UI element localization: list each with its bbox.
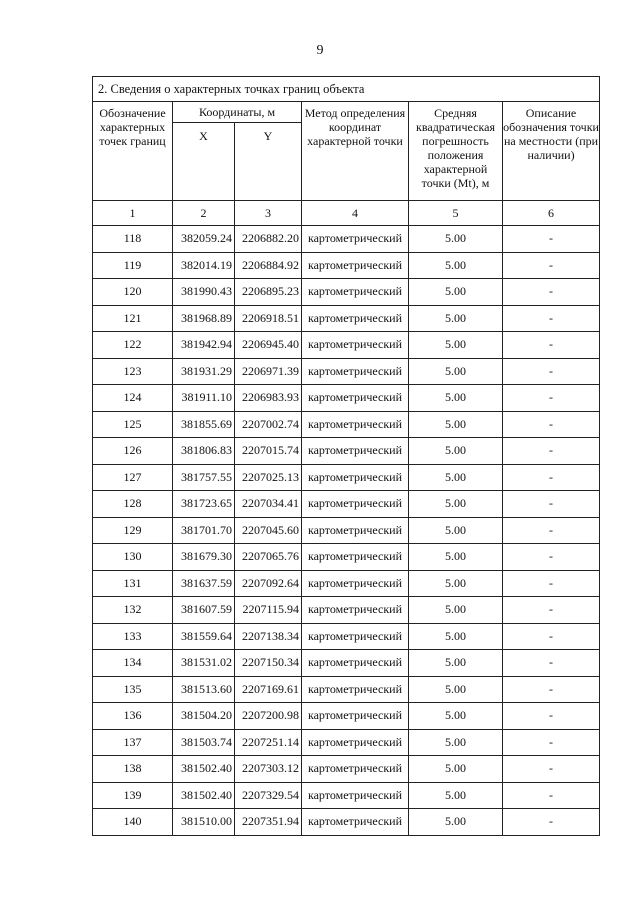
accuracy-cell: 5.00 — [409, 544, 503, 571]
coordinate-y: 2207002.74 — [235, 411, 302, 438]
column-number: 1 — [93, 201, 173, 226]
accuracy-cell: 5.00 — [409, 226, 503, 253]
description-cell: - — [503, 438, 600, 465]
method-cell: картометрический — [302, 650, 409, 677]
page-number: 9 — [316, 43, 324, 58]
coordinate-x: 381513.60 — [173, 676, 235, 703]
table-row — [93, 226, 600, 253]
coordinate-y: 2207025.13 — [235, 464, 302, 491]
method-cell: картометрический — [302, 597, 409, 624]
coordinate-y: 2207045.60 — [235, 517, 302, 544]
column-number: 6 — [503, 201, 600, 226]
accuracy-cell: 5.00 — [409, 570, 503, 597]
accuracy-cell: 5.00 — [409, 464, 503, 491]
method-cell: картометрический — [302, 332, 409, 359]
table-row — [93, 305, 600, 332]
table-row — [93, 676, 600, 703]
header-method: Метод определения координат характерной точки — [302, 102, 409, 201]
accuracy-cell: 5.00 — [409, 305, 503, 332]
accuracy-cell: 5.00 — [409, 438, 503, 465]
accuracy-cell: 5.00 — [409, 756, 503, 783]
method-cell: картометрический — [302, 226, 409, 253]
column-number: 4 — [302, 201, 409, 226]
table-row — [93, 782, 600, 809]
point-number: 139 — [93, 782, 173, 809]
header-x: X — [173, 123, 235, 201]
table-row — [93, 650, 600, 677]
method-cell: картометрический — [302, 517, 409, 544]
point-number: 122 — [93, 332, 173, 359]
description-cell: - — [503, 703, 600, 730]
coordinate-y: 2207034.41 — [235, 491, 302, 518]
point-number: 127 — [93, 464, 173, 491]
coordinate-y: 2207251.14 — [235, 729, 302, 756]
coordinate-x: 381510.00 — [173, 809, 235, 836]
method-cell: картометрический — [302, 279, 409, 306]
table-row — [93, 597, 600, 624]
accuracy-cell: 5.00 — [409, 517, 503, 544]
table-row — [93, 438, 600, 465]
method-cell: картометрический — [302, 782, 409, 809]
description-cell: - — [503, 332, 600, 359]
header-y: Y — [235, 123, 302, 201]
coordinate-x: 381679.30 — [173, 544, 235, 571]
description-cell: - — [503, 411, 600, 438]
coordinate-x: 381806.83 — [173, 438, 235, 465]
description-cell: - — [503, 729, 600, 756]
accuracy-cell: 5.00 — [409, 385, 503, 412]
accuracy-cell: 5.00 — [409, 411, 503, 438]
method-cell: картометрический — [302, 623, 409, 650]
coordinate-y: 2206882.20 — [235, 226, 302, 253]
coordinate-x: 381942.94 — [173, 332, 235, 359]
point-number: 136 — [93, 703, 173, 730]
table-row — [93, 332, 600, 359]
table-body — [93, 226, 600, 836]
table-row — [93, 385, 600, 412]
accuracy-cell: 5.00 — [409, 809, 503, 836]
method-cell: картометрический — [302, 544, 409, 571]
header-coordinates: Координаты, м — [173, 102, 302, 123]
point-number: 125 — [93, 411, 173, 438]
coordinate-y: 2207065.76 — [235, 544, 302, 571]
point-number: 126 — [93, 438, 173, 465]
coordinate-y: 2207303.12 — [235, 756, 302, 783]
description-cell: - — [503, 756, 600, 783]
section-title: 2. Сведения о характерных точках границ объекта — [93, 77, 600, 102]
coordinate-x: 381723.65 — [173, 491, 235, 518]
coordinate-x: 381931.29 — [173, 358, 235, 385]
boundary-points-table — [92, 76, 600, 836]
method-cell: картометрический — [302, 570, 409, 597]
point-number: 138 — [93, 756, 173, 783]
description-cell: - — [503, 305, 600, 332]
method-cell: картометрический — [302, 676, 409, 703]
point-number: 118 — [93, 226, 173, 253]
coordinate-x: 382059.24 — [173, 226, 235, 253]
coordinate-x: 381502.40 — [173, 756, 235, 783]
method-cell: картометрический — [302, 491, 409, 518]
table-row — [93, 411, 600, 438]
accuracy-cell: 5.00 — [409, 252, 503, 279]
description-cell: - — [503, 226, 600, 253]
header-description: Описание обозначения точки на местности (при наличии) — [503, 102, 600, 201]
coordinate-y: 2207351.94 — [235, 809, 302, 836]
coordinate-y: 2207015.74 — [235, 438, 302, 465]
description-cell: - — [503, 782, 600, 809]
description-cell: - — [503, 517, 600, 544]
method-cell: картометрический — [302, 809, 409, 836]
coordinate-x: 381503.74 — [173, 729, 235, 756]
coordinate-x: 382014.19 — [173, 252, 235, 279]
coordinate-y: 2207092.64 — [235, 570, 302, 597]
table-row — [93, 570, 600, 597]
coordinate-x: 381504.20 — [173, 703, 235, 730]
table-row — [93, 279, 600, 306]
point-number: 119 — [93, 252, 173, 279]
accuracy-cell: 5.00 — [409, 623, 503, 650]
point-number: 133 — [93, 623, 173, 650]
method-cell: картометрический — [302, 358, 409, 385]
point-number: 140 — [93, 809, 173, 836]
coordinate-y: 2206884.92 — [235, 252, 302, 279]
coordinate-y: 2206895.23 — [235, 279, 302, 306]
coordinate-x: 381911.10 — [173, 385, 235, 412]
coordinate-y: 2207169.61 — [235, 676, 302, 703]
description-cell: - — [503, 358, 600, 385]
method-cell: картометрический — [302, 756, 409, 783]
description-cell: - — [503, 464, 600, 491]
accuracy-cell: 5.00 — [409, 358, 503, 385]
description-cell: - — [503, 597, 600, 624]
point-number: 137 — [93, 729, 173, 756]
point-number: 135 — [93, 676, 173, 703]
coordinate-x: 381502.40 — [173, 782, 235, 809]
coordinate-x: 381637.59 — [173, 570, 235, 597]
coordinate-x: 381607.59 — [173, 597, 235, 624]
accuracy-cell: 5.00 — [409, 491, 503, 518]
table-row — [93, 464, 600, 491]
accuracy-cell: 5.00 — [409, 650, 503, 677]
point-number: 132 — [93, 597, 173, 624]
description-cell: - — [503, 650, 600, 677]
point-number: 123 — [93, 358, 173, 385]
description-cell: - — [503, 676, 600, 703]
accuracy-cell: 5.00 — [409, 703, 503, 730]
coordinate-x: 381531.02 — [173, 650, 235, 677]
point-number: 120 — [93, 279, 173, 306]
coordinate-x: 381990.43 — [173, 279, 235, 306]
method-cell: картометрический — [302, 385, 409, 412]
coordinate-y: 2206945.40 — [235, 332, 302, 359]
coordinate-y: 2206983.93 — [235, 385, 302, 412]
accuracy-cell: 5.00 — [409, 332, 503, 359]
point-number: 131 — [93, 570, 173, 597]
table-row — [93, 623, 600, 650]
coordinate-y: 2207150.34 — [235, 650, 302, 677]
column-number: 5 — [409, 201, 503, 226]
description-cell: - — [503, 570, 600, 597]
table-row — [93, 517, 600, 544]
coordinate-x: 381757.55 — [173, 464, 235, 491]
point-number: 130 — [93, 544, 173, 571]
header-accuracy: Средняя квадратическая погрешность положения характерной точки (Mt), м — [409, 102, 503, 201]
method-cell: картометрический — [302, 464, 409, 491]
column-number: 3 — [235, 201, 302, 226]
table-row — [93, 809, 600, 836]
table-row — [93, 358, 600, 385]
table-row — [93, 252, 600, 279]
table-row — [93, 491, 600, 518]
description-cell: - — [503, 252, 600, 279]
point-number: 134 — [93, 650, 173, 677]
column-number: 2 — [173, 201, 235, 226]
description-cell: - — [503, 544, 600, 571]
method-cell: картометрический — [302, 305, 409, 332]
point-number: 121 — [93, 305, 173, 332]
description-cell: - — [503, 623, 600, 650]
coordinate-x: 381968.89 — [173, 305, 235, 332]
point-number: 124 — [93, 385, 173, 412]
table-row — [93, 756, 600, 783]
coordinate-x: 381559.64 — [173, 623, 235, 650]
method-cell: картометрический — [302, 438, 409, 465]
description-cell: - — [503, 491, 600, 518]
point-number: 128 — [93, 491, 173, 518]
method-cell: картометрический — [302, 411, 409, 438]
coordinate-y: 2206918.51 — [235, 305, 302, 332]
accuracy-cell: 5.00 — [409, 782, 503, 809]
method-cell: картометрический — [302, 703, 409, 730]
accuracy-cell: 5.00 — [409, 676, 503, 703]
point-number: 129 — [93, 517, 173, 544]
description-cell: - — [503, 279, 600, 306]
accuracy-cell: 5.00 — [409, 279, 503, 306]
coordinate-y: 2207329.54 — [235, 782, 302, 809]
header-point: Обозначение характерных точек границ — [93, 102, 173, 201]
coordinate-y: 2207200.98 — [235, 703, 302, 730]
coordinate-y: 2206971.39 — [235, 358, 302, 385]
description-cell: - — [503, 385, 600, 412]
description-cell: - — [503, 809, 600, 836]
accuracy-cell: 5.00 — [409, 729, 503, 756]
table-row — [93, 544, 600, 571]
method-cell: картометрический — [302, 729, 409, 756]
coordinate-y: 2207138.34 — [235, 623, 302, 650]
table-row — [93, 729, 600, 756]
coordinate-y: 2207115.94 — [235, 597, 302, 624]
coordinate-x: 381855.69 — [173, 411, 235, 438]
table-row — [93, 703, 600, 730]
method-cell: картометрический — [302, 252, 409, 279]
coordinate-x: 381701.70 — [173, 517, 235, 544]
accuracy-cell: 5.00 — [409, 597, 503, 624]
